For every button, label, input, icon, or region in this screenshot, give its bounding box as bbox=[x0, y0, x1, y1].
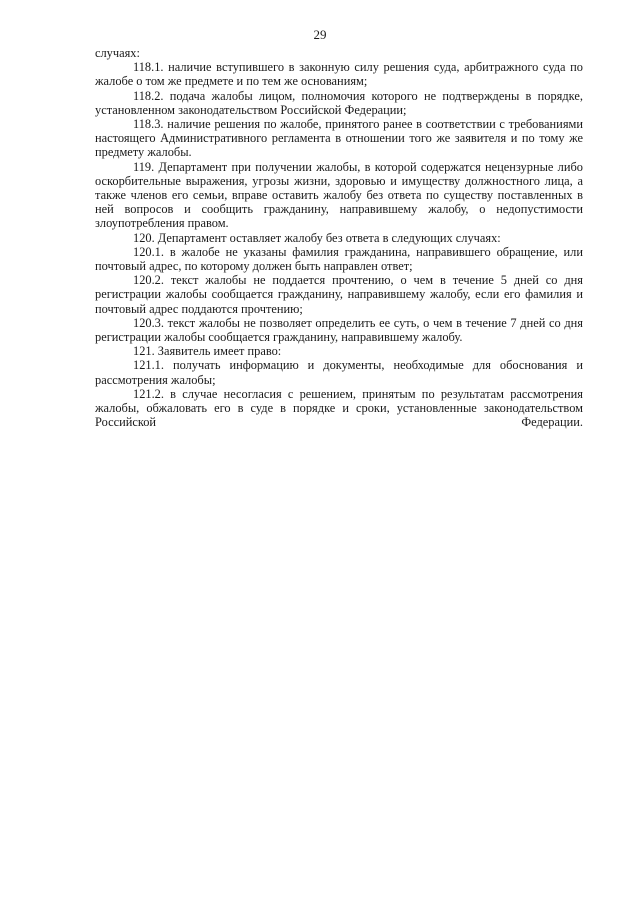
paragraph-121: 121. Заявитель имеет право: bbox=[133, 344, 282, 359]
paragraph-118-2: 118.2. подача жалобы лицом, полномочия которого не подтверждены в порядке, установленном законодательством Российской Федерации; bbox=[95, 88, 583, 117]
paragraph-119: 119. Департамент при получении жалобы, в которой содержатся нецензурные либо оскорбительные выражения, угрозы жизни, здоровью и имуществу должностного лица, а также членов его семьи, вправе оставить жалобу без ответа по существу поставленных в ней вопросов и сообщить гражданину, направившему жалобу, о недопустимости злоупотребления правом. bbox=[95, 159, 583, 231]
paragraph-120: 120. Департамент оставляет жалобу без ответа в следующих случаях: bbox=[133, 230, 501, 245]
paragraph-121-2: 121.2. в случае несогласия с решением, принятым по результатам рассмотрения жалобы, обжаловать его в суде в порядке и сроки, установленные законодательством Российской Федерации. bbox=[95, 386, 583, 430]
paragraph-118-1: 118.1. наличие вступившего в законную силу решения суда, арбитражного суда по жалобе о том же предмете и по тем же основаниям; bbox=[95, 60, 583, 89]
paragraph-118-3: 118.3. наличие решения по жалобе, принятого ранее в соответствии с требованиями настоящего Административного регламента в отношении того же заявителя и по тому же предмету жалобы. bbox=[95, 117, 583, 160]
paragraph-120-2: 120.2. текст жалобы не поддается прочтению, о чем в течение 5 дней со дня регистрации жалобы сообщается гражданину, направившему жалобу, если его фамилия и почтовый адрес поддаются прочтению; bbox=[95, 273, 583, 316]
paragraph-120-3: 120.3. текст жалобы не позволяет определить ее суть, о чем в течение 7 дней со дня регистрации жалобы сообщается гражданину, направившему жалобу. bbox=[95, 315, 583, 345]
document-body bbox=[95, 46, 583, 429]
page-number: 29 bbox=[313, 27, 327, 42]
paragraph-120-1: 120.1. в жалобе не указаны фамилия гражданина, направившего обращение, или почтовый адрес, по которому должен быть направлен ответ; bbox=[95, 244, 583, 274]
paragraph-continuation: случаях: bbox=[95, 46, 140, 60]
paragraph-121-1: 121.1. получать информацию и документы, необходимые для обоснования и рассмотрения жалобы; bbox=[95, 358, 583, 387]
